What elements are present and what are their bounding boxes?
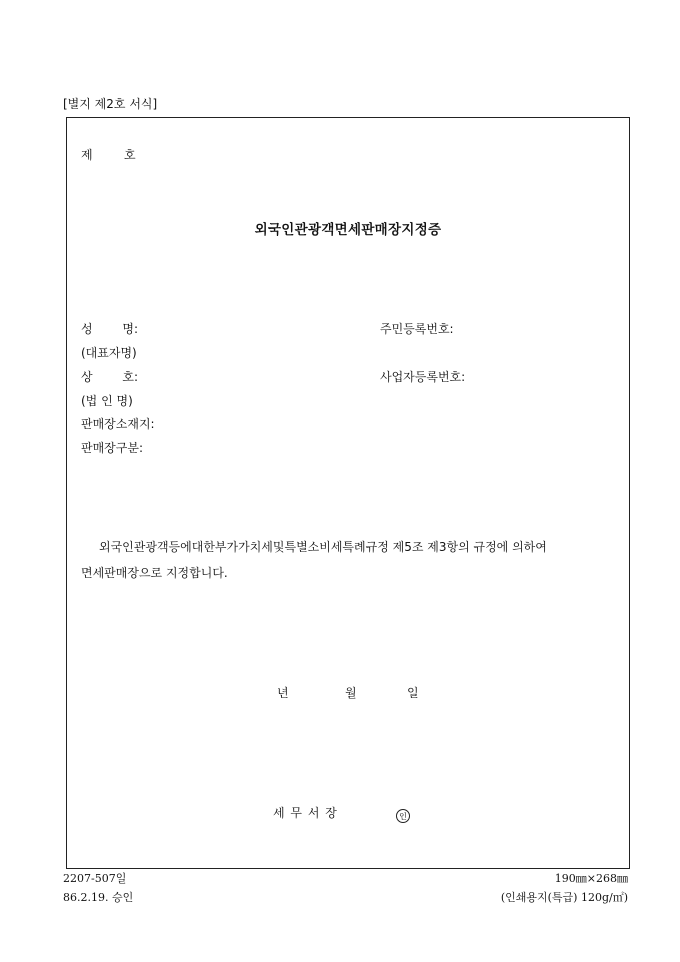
form-label: [별지 제2호 서식] — [63, 97, 158, 111]
designation-text-line1: 외국인관광객등에대한부가가치세및특별소비세특례규정 제5조 제3항의 규정에 의하여 — [99, 540, 547, 554]
name-label: 성 명: — [81, 322, 139, 336]
date-year-label: 년 — [277, 686, 289, 700]
paper-size: 190㎜×268㎜ — [554, 872, 628, 885]
doc-number-prefix: 제 — [81, 148, 93, 162]
tax-office-head-label: 세 무 서 장 — [273, 806, 338, 820]
doc-number-suffix: 호 — [124, 148, 136, 162]
business-number-label: 사업자등록번호: — [380, 370, 466, 384]
paper-type: (인쇄용지(특급) 120g/㎡) — [500, 891, 628, 904]
store-location-label: 판매장소재지: — [81, 417, 155, 431]
seal-icon: 인 — [396, 809, 410, 823]
representative-name-label: (대표자명) — [81, 346, 137, 360]
form-frame — [66, 117, 630, 869]
form-code: 2207-507일 — [63, 872, 127, 885]
store-category-label: 판매장구분: — [81, 441, 144, 455]
company-label: 상 호: — [81, 370, 139, 384]
corporation-name-label: (법 인 명) — [81, 394, 133, 408]
official-seal — [396, 804, 410, 823]
approval-date: 86.2.19. 승인 — [63, 891, 134, 904]
resident-number-label: 주민등록번호: — [380, 322, 454, 336]
document-title: 외국인관광객면세판매장지정증 — [254, 222, 442, 238]
date-day-label: 일 — [407, 686, 419, 700]
designation-text-line2: 면세판매장으로 지정합니다. — [81, 566, 228, 580]
date-month-label: 월 — [345, 686, 357, 700]
